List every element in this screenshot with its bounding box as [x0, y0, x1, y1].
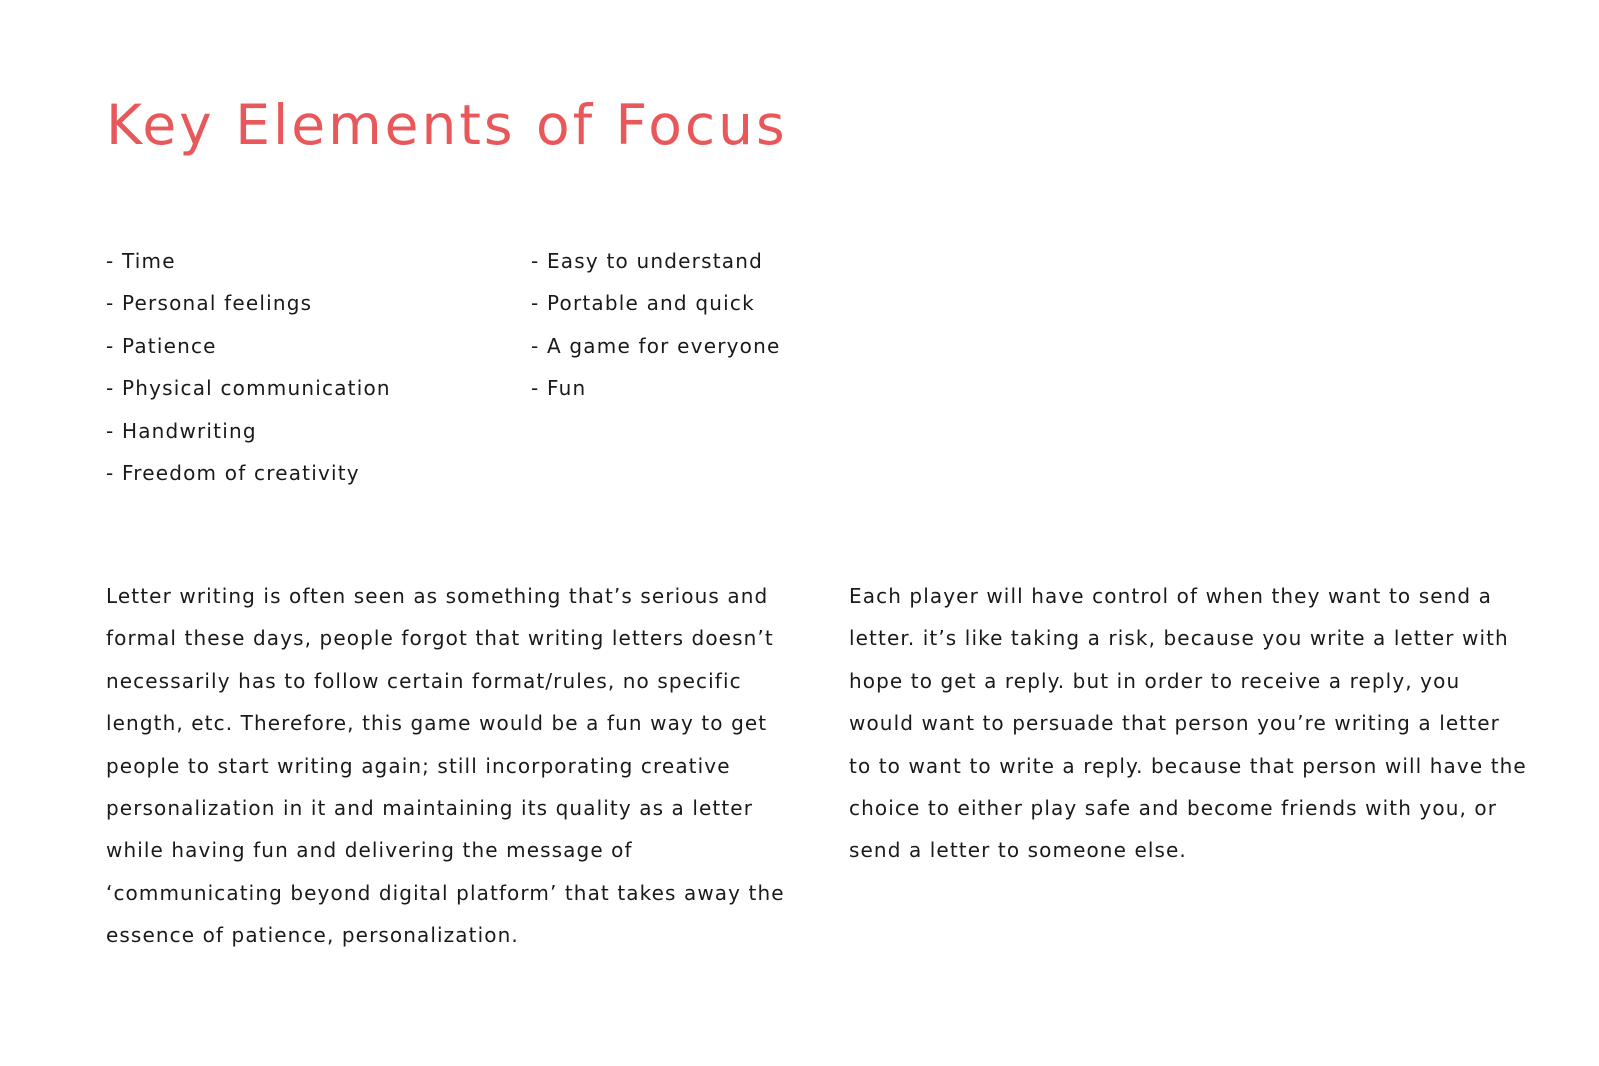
list-item: - A game for everyone	[531, 333, 781, 358]
list-item: - Physical communication	[106, 376, 391, 401]
body-paragraph-right: Each player will have control of when they want to send a letter. it’s like taking a risk, because you write a letter with hope to get a reply. but in order to receive a reply, you would want to persuade that person you’re writing a letter to to want to write a reply. because that person will have the choice to either play safe and become friends with you, or send a letter to someone else.	[849, 584, 1527, 863]
focus-list-right	[531, 240, 781, 410]
list-item: - Patience	[106, 333, 217, 358]
body-paragraph-left: Letter writing is often seen as something that’s serious and formal these days, people forgot that writing letters doesn’t necessarily has to follow certain format/rules, no specific length, etc. Therefore, this game would be a fun way to get people to start writing again; still incorporating creative personalization in it and maintaining its quality as a letter while having fun and delivering the message of ‘communicating beyond digital platform’ that takes away the essence of patience, personalization.	[106, 584, 785, 948]
focus-list-left	[106, 240, 391, 494]
list-item: - Fun	[531, 376, 587, 401]
list-item: - Portable and quick	[531, 291, 755, 316]
page-title: Key Elements of Focus	[106, 93, 788, 157]
list-item: - Freedom of creativity	[106, 461, 360, 486]
list-item: - Personal feelings	[106, 291, 313, 316]
list-item: - Easy to understand	[531, 249, 763, 273]
list-item: - Handwriting	[106, 418, 257, 443]
list-item: - Time	[106, 249, 176, 273]
